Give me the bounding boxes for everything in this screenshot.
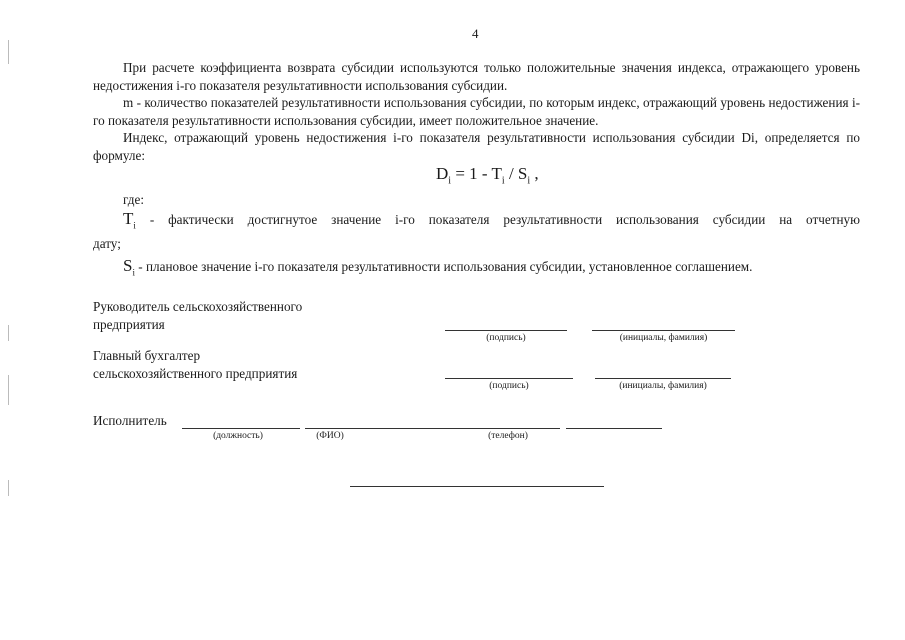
head-label: Руководитель сельскохозяйственного предприятия bbox=[93, 299, 303, 332]
executor-extra-line[interactable] bbox=[566, 428, 662, 429]
paragraph-text: m - количество показателей результативности использования субсидии, по которым индекс, отражающий уровень недостижения i-го показателя результативности использования субсидии, имеет положительное значение. bbox=[93, 95, 860, 128]
where-label: где: bbox=[123, 192, 144, 207]
definition-s bbox=[123, 257, 863, 282]
t-symbol: $T_i$ bbox=[123, 209, 136, 231]
initials-caption: (инициалы, фамилия) bbox=[619, 381, 707, 391]
accountant-signature-line[interactable] bbox=[445, 378, 573, 379]
scan-mark bbox=[8, 40, 9, 64]
fio-caption: (ФИО) bbox=[316, 431, 344, 441]
paragraph-text: При расчете коэффициента возврата субсидии используются только положительные значения индекса, отражающего уровень недостижения i-го показателя результативности использования субсидии. bbox=[93, 60, 860, 93]
formula: $D_i = 1 - T_i / S_i$ , bbox=[436, 164, 539, 187]
paragraph-positive-index bbox=[93, 59, 860, 94]
paragraph-text: Индекс, отражающий уровень недостижения i-го показателя результативности использования субсидии Di, определяется по формуле: bbox=[93, 130, 860, 163]
scan-mark bbox=[8, 480, 9, 496]
head-signature-line[interactable] bbox=[445, 330, 567, 331]
position-caption: (должность) bbox=[213, 431, 263, 441]
paragraph-index-formula-intro bbox=[93, 129, 860, 164]
signature-caption: (подпись) bbox=[489, 381, 529, 391]
t-definition-text: - фактически достигнутое значение i-го показателя результативности использования субсидии на отчетную bbox=[135, 212, 860, 227]
t-definition-text-cont: дату; bbox=[93, 235, 121, 251]
closing-line bbox=[350, 486, 604, 487]
accountant-name-line[interactable] bbox=[595, 378, 731, 379]
page-number: 4 bbox=[472, 26, 479, 41]
initials-caption: (инициалы, фамилия) bbox=[619, 333, 708, 343]
definition-t bbox=[93, 210, 860, 252]
s-definition-text: - плановое значение i-го показателя результативности использования субсидии, установленное соглашением. bbox=[134, 259, 753, 274]
executor-fio-phone-line[interactable] bbox=[305, 428, 560, 429]
head-name-line[interactable] bbox=[592, 330, 735, 331]
accountant-label: Главный бухгалтер сельскохозяйственного предприятия bbox=[93, 348, 298, 381]
paragraph-m-definition bbox=[93, 94, 860, 129]
scan-mark bbox=[8, 375, 9, 405]
scan-mark bbox=[8, 325, 9, 341]
executor-label: Исполнитель bbox=[93, 413, 167, 428]
executor-position-line[interactable] bbox=[182, 428, 300, 429]
signature-caption: (подпись) bbox=[486, 333, 526, 343]
phone-caption: (телефон) bbox=[488, 431, 528, 441]
s-symbol: $S_i$ bbox=[123, 256, 135, 278]
